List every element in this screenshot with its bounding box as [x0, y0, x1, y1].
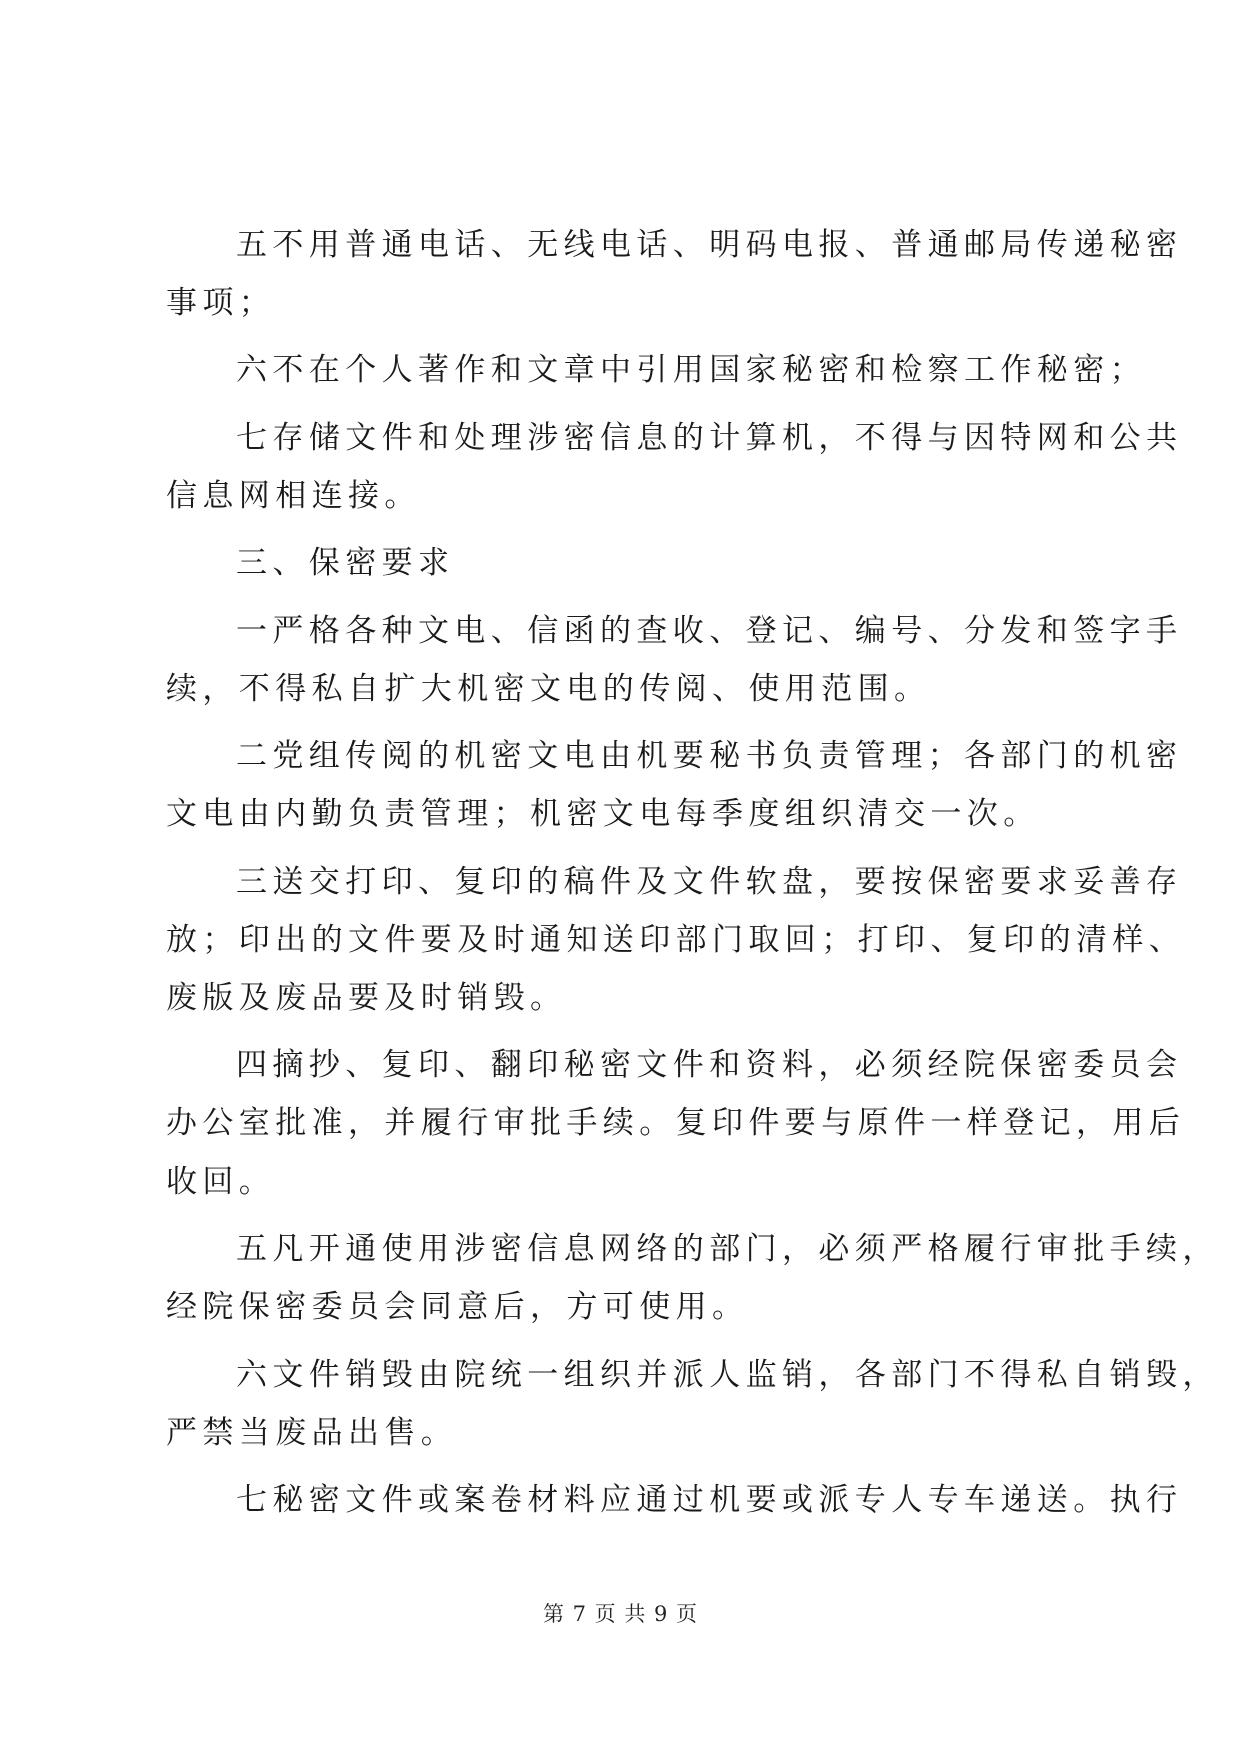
paragraph-line: 一严格各种文电、信函的查收、登记、编号、分发和签字手 — [236, 613, 1183, 649]
paragraph-line: 四摘抄、复印、翻印秘密文件和资料，必须经院保密委员会 — [236, 1047, 1183, 1083]
paragraph-line: 办公室批准，并履行审批手续。复印件要与原件一样登记，用后 — [166, 1105, 1186, 1141]
paragraph-line: 文电由内勤负责管理；机密文电每季度组织清交一次。 — [166, 796, 1040, 832]
page-number-footer: 第 7 页 共 9 页 — [542, 1602, 699, 1626]
paragraph-line: 经院保密委员会同意后，方可使用。 — [166, 1289, 749, 1325]
paragraph-line: 收回。 — [166, 1164, 276, 1200]
paragraph-line: 严禁当废品出售。 — [166, 1415, 458, 1451]
paragraph-line: 废版及废品要及时销毁。 — [166, 980, 567, 1016]
paragraph-line: 放；印出的文件要及时通知送印部门取回；打印、复印的清样、 — [166, 922, 1186, 958]
paragraph-line: 六文件销毁由院统一组织并派人监销，各部门不得私自销毁， — [236, 1357, 1219, 1393]
paragraph-line: 信息网相连接。 — [166, 478, 421, 514]
paragraph-line: 续，不得私自扩大机密文电的传阅、使用范围。 — [166, 671, 931, 707]
paragraph-line: 七存储文件和处理涉密信息的计算机，不得与因特网和公共 — [236, 420, 1183, 456]
paragraph-line: 二党组传阅的机密文电由机要秘书负责管理；各部门的机密 — [236, 738, 1183, 774]
paragraph-line: 五凡开通使用涉密信息网络的部门，必须严格履行审批手续， — [236, 1231, 1219, 1267]
paragraph-line: 六不在个人著作和文章中引用国家秘密和检察工作秘密； — [236, 352, 1146, 388]
paragraph-line: 七秘密文件或案卷材料应通过机要或派专人专车递送。执行 — [236, 1482, 1183, 1518]
paragraph-line: 五不用普通电话、无线电话、明码电报、普通邮局传递秘密 — [236, 227, 1183, 263]
paragraph-line: 事项； — [166, 285, 276, 321]
section-heading: 三、保密要求 — [236, 545, 455, 581]
paragraph-line: 三送交打印、复印的稿件及文件软盘，要按保密要求妥善存 — [236, 864, 1183, 900]
